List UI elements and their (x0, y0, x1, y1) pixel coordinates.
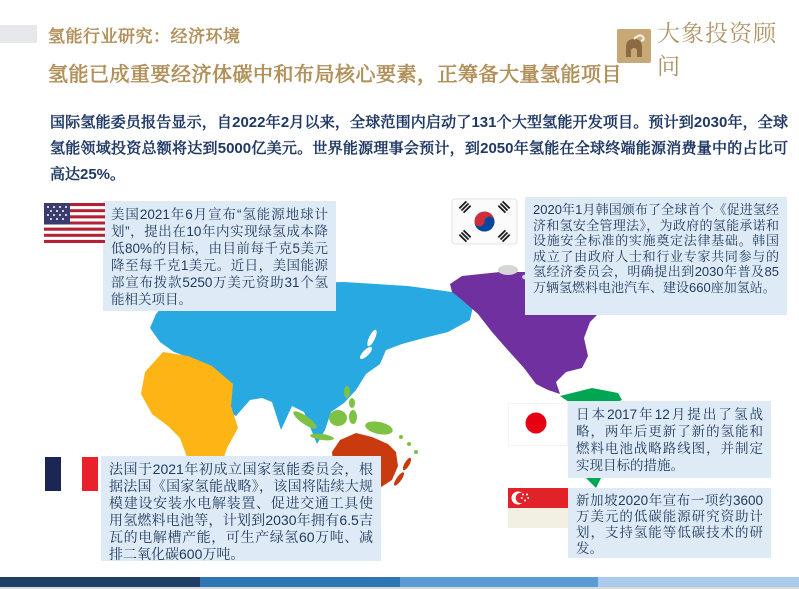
korea-flag-icon (449, 196, 520, 252)
page-kicker: 氢能行业研究：经济环境 (48, 27, 241, 46)
page-title: 氢能已成重要经济体碳中和布局核心要素，正筹备大量氢能项目 (48, 64, 622, 86)
japan-flag-icon (508, 403, 568, 451)
intro-paragraph: 国际氢能委员报告显示，自2022年2月以来，全球范围内启动了131个大型氢能开发项目。预计到2030年，全球氢能领域投资总额将达到5000亿美元。世界能源理事会预计，到2050年氢能在全球终端能源消费量中的占比可高达25%。 (50, 114, 788, 183)
footer-segment-3 (400, 577, 598, 587)
callout-japan: 日本2017年12月提出了氢战略，两年后更新了新的氢能和燃料电池战略路线图，并制定实现目标的措施。 (568, 401, 771, 478)
callout-france: 法国于2021年初成立国家氢能委员会，根据法国《国家氢能战略》，该国将陆续大规模建设安装水电解装置、促进交通工具使用氢燃料电池等，计划到2030年拥有6.5吉瓦的电解槽产能，可生产绿氢60万吨、减排二氧化碳600万吨。 (101, 456, 381, 561)
usa-flag-icon (44, 203, 105, 248)
logo-text: 大象投资顾问 (657, 21, 777, 79)
footer-bar (0, 577, 799, 587)
callout-korea: 2020年1月韩国颁布了全球首个《促进氢经济和氢安全管理法》，为政府的氢能承诺和设施安全标准的实施奠定法律基础。韩国成立了由政府人士和行业专家共同参与的氢经济委员会，明确提出到2030年普及85万辆氢燃料电池汽车、建设660座加氢站。 (525, 197, 787, 315)
callout-singapore: 新加坡2020年宣布一项约3600万美元的低碳能源研究资助计划，支持氢能等低碳技术的研发。 (568, 488, 771, 558)
singapore-flag-icon (508, 488, 568, 533)
footer-segment-2 (200, 577, 400, 587)
footer-segment-4 (598, 577, 799, 587)
callout-usa: 美国2021年6月宣布“氢能源地球计划”，提出在10年内实现绿氢成本降低80%的目标，由目前每千克5美元降至每千克1美元。近日，美国能源部宣布拨款5250万美元资助31个氢能相关项目。 (103, 201, 336, 311)
france-flag-icon (45, 457, 98, 496)
footer-segment-1 (0, 577, 200, 587)
